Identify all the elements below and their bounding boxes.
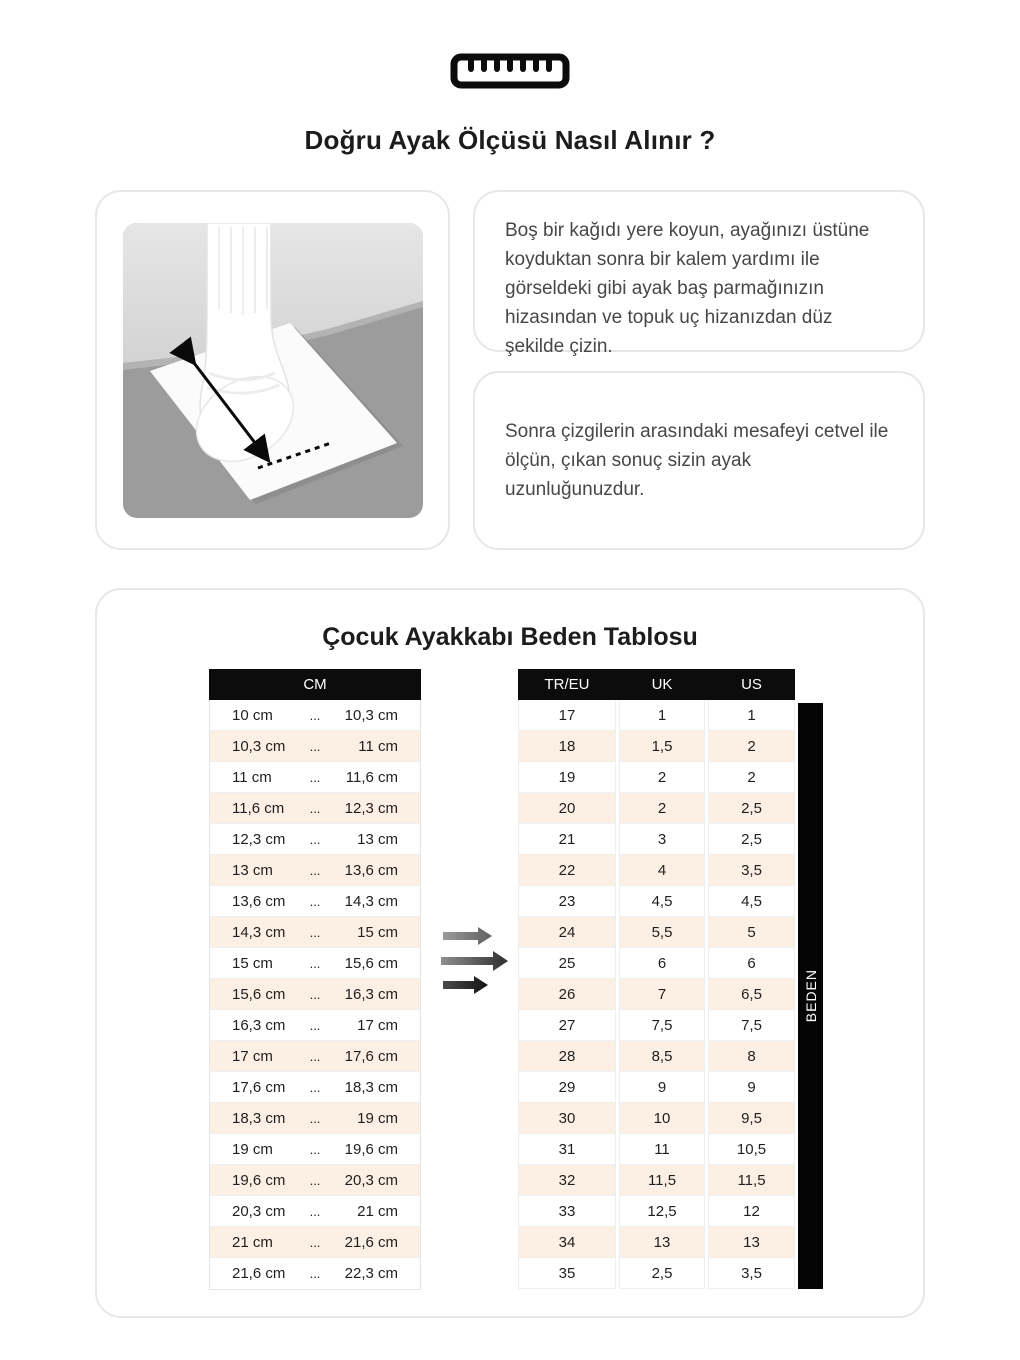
cm-table-row [210,824,420,855]
size-cell: 2 [708,731,795,762]
foot-measure-image-card [95,190,450,550]
size-cell: 35 [518,1258,616,1289]
size-cell: 9,5 [708,1103,795,1134]
size-cell: 11,5 [708,1165,795,1196]
cm-cell: 16,3 cm [232,1016,286,1034]
cm-cell: ... [309,800,321,816]
size-cell: 6 [619,948,705,979]
size-table-card [95,588,925,1318]
size-cell: 23 [518,886,616,917]
right-arrows-icon [439,924,509,998]
cm-cell: 14,3 cm [232,923,286,941]
cm-table-row [210,731,420,762]
size-cell: 24 [518,917,616,948]
size-cell: 2,5 [619,1258,705,1289]
cm-cell: 16,3 cm [344,985,398,1003]
cm-cell: ... [309,707,321,723]
cm-cell: 21 cm [232,1233,273,1251]
size-table-header-treu: TR/EU [544,676,590,693]
size-table [518,669,795,1289]
cm-cell: ... [309,986,321,1002]
cm-cell: ... [309,1048,321,1064]
size-cell: 33 [518,1196,616,1227]
instruction-text-draw: Boş bir kağıdı yere koyun, ayağınızı üstüne koyduktan sonra bir kalem yardımı ile görseldeki gibi ayak baş parmağınızın hizasından ve topuk uç hizanızdan düz şekilde çizin. [505,220,870,357]
cm-cell: ... [309,955,321,971]
cm-cell: 15,6 cm [344,954,398,972]
cm-cell: 20,3 cm [232,1202,286,1220]
cm-cell: 21 cm [357,1202,398,1220]
size-cell: 10,5 [708,1134,795,1165]
size-cell: 7,5 [619,1010,705,1041]
size-cell: 18 [518,731,616,762]
size-cell: 8 [708,1041,795,1072]
size-cell: 9 [708,1072,795,1103]
cm-cell: 11 cm [232,768,272,786]
size-cell: 34 [518,1227,616,1258]
cm-cell: ... [309,893,321,909]
cm-cell: 17 cm [357,1016,398,1034]
size-cell: 2,5 [708,793,795,824]
cm-table-row [210,917,420,948]
cm-table-row [210,1134,420,1165]
size-cell: 27 [518,1010,616,1041]
size-cell: 30 [518,1103,616,1134]
size-cell: 2 [619,762,705,793]
intro-section [95,190,925,550]
size-cell: 9 [619,1072,705,1103]
cm-cell: 19 cm [232,1140,273,1158]
size-cell: 26 [518,979,616,1010]
cm-table-row [210,948,420,979]
cm-table-row [210,793,420,824]
size-cell: 21 [518,824,616,855]
size-cell: 17 [518,700,616,731]
size-cell: 12,5 [619,1196,705,1227]
size-cell: 2,5 [708,824,795,855]
beden-side-bar [798,703,823,1289]
cm-cell: 17 cm [232,1047,273,1065]
size-cell: 22 [518,855,616,886]
cm-cell: 13,6 cm [232,892,286,910]
cm-table-row [210,700,420,731]
cm-cell: 21,6 cm [344,1233,398,1251]
cm-cell: 12,3 cm [232,830,286,848]
size-cell: 12 [708,1196,795,1227]
size-cell: 25 [518,948,616,979]
cm-table-row [210,1072,420,1103]
cm-cell: 13 cm [357,830,398,848]
size-cell: 3,5 [708,1258,795,1289]
cm-cell: ... [309,1017,321,1033]
cm-cell: ... [309,1266,321,1281]
cm-table-body [209,700,421,1290]
size-table-title: Çocuk Ayakkabı Beden Tablosu [322,623,698,651]
cm-cell: ... [309,1079,321,1095]
cm-cell: 11 cm [358,737,398,755]
cm-table-row [210,855,420,886]
size-cell: 31 [518,1134,616,1165]
cm-cell: 10,3 cm [232,737,286,755]
cm-cell: 11,6 cm [232,799,285,817]
size-cell: 1 [619,700,705,731]
size-cell: 1,5 [619,731,705,762]
cm-cell: 19,6 cm [232,1171,286,1189]
cm-table [209,669,421,1290]
size-cell: 7,5 [708,1010,795,1041]
ruler-icon [450,52,570,90]
cm-cell: 19,6 cm [344,1140,398,1158]
size-cell: 8,5 [619,1041,705,1072]
cm-table-header: CM [209,669,421,700]
cm-cell: 10 cm [232,706,273,724]
cm-cell: 18,3 cm [344,1078,398,1096]
cm-cell: 15,6 cm [232,985,286,1003]
size-cell: 6,5 [708,979,795,1010]
cm-cell: ... [309,1203,321,1219]
size-cell: 11,5 [619,1165,705,1196]
cm-cell: 18,3 cm [232,1109,286,1127]
cm-cell: ... [309,1141,321,1157]
cm-table-row [210,886,420,917]
size-cell: 11 [619,1134,705,1165]
cm-table-row [210,1227,420,1258]
instruction-card-measure [473,371,925,550]
size-cell: 3 [619,824,705,855]
cm-cell: 11,6 cm [345,768,398,786]
size-cell: 3,5 [708,855,795,886]
size-cell: 29 [518,1072,616,1103]
instruction-cards [473,190,925,550]
instruction-card-draw [473,190,925,357]
cm-cell: 13,6 cm [344,861,398,879]
cm-cell: 12,3 cm [344,799,398,817]
cm-cell: 21,6 cm [232,1265,286,1282]
size-cell: 32 [518,1165,616,1196]
cm-cell: ... [309,924,321,940]
instruction-text-measure: Sonra çizgilerin arasındaki mesafeyi cetvel ile ölçün, çıkan sonuç sizin ayak uzunluğunuzdur. [505,421,889,500]
size-table-header-us: US [741,676,762,693]
size-table-header-uk: UK [651,676,673,693]
cm-cell: 17,6 cm [232,1078,286,1096]
cm-cell: 14,3 cm [344,892,398,910]
cm-cell: 15 cm [357,923,398,941]
cm-table-row [210,1010,420,1041]
cm-cell: ... [309,862,321,878]
size-table-body [518,700,795,1289]
page-title: Doğru Ayak Ölçüsü Nasıl Alınır ? [304,125,716,155]
size-cell: 1 [708,700,795,731]
cm-cell: 22,3 cm [344,1265,398,1282]
size-cell: 2 [619,793,705,824]
cm-table-row [210,1258,420,1289]
cm-table-row [210,1041,420,1072]
size-cell: 19 [518,762,616,793]
size-cell: 6 [708,948,795,979]
size-cell: 5,5 [619,917,705,948]
size-cell: 28 [518,1041,616,1072]
cm-table-row [210,1165,420,1196]
size-cell: 20 [518,793,616,824]
cm-table-row [210,1196,420,1227]
arrows-block [439,924,509,998]
size-cell: 7 [619,979,705,1010]
foot-measure-illustration [123,223,423,518]
size-cell: 4 [619,855,705,886]
cm-cell: ... [309,1110,321,1126]
size-cell: 4,5 [619,886,705,917]
cm-cell: 13 cm [232,861,273,879]
cm-cell: ... [309,738,321,754]
cm-table-row [210,979,420,1010]
cm-cell: 10,3 cm [344,706,398,724]
size-cell: 13 [708,1227,795,1258]
size-cell: 10 [619,1103,705,1134]
cm-table-row [210,762,420,793]
size-table-header [518,669,795,700]
cm-cell: 15 cm [232,954,273,972]
page-header [0,0,1020,156]
size-cell: 5 [708,917,795,948]
cm-cell: ... [309,831,321,847]
cm-table-row [210,1103,420,1134]
cm-cell: 20,3 cm [344,1171,398,1189]
size-cell: 2 [708,762,795,793]
cm-cell: 17,6 cm [344,1047,398,1065]
size-cell: 4,5 [708,886,795,917]
cm-cell: 19 cm [357,1109,398,1127]
size-cell: 13 [619,1227,705,1258]
cm-cell: ... [309,1172,321,1188]
cm-cell: ... [309,1234,321,1250]
beden-side-label: BEDEN [802,969,819,1023]
cm-cell: ... [309,769,321,785]
